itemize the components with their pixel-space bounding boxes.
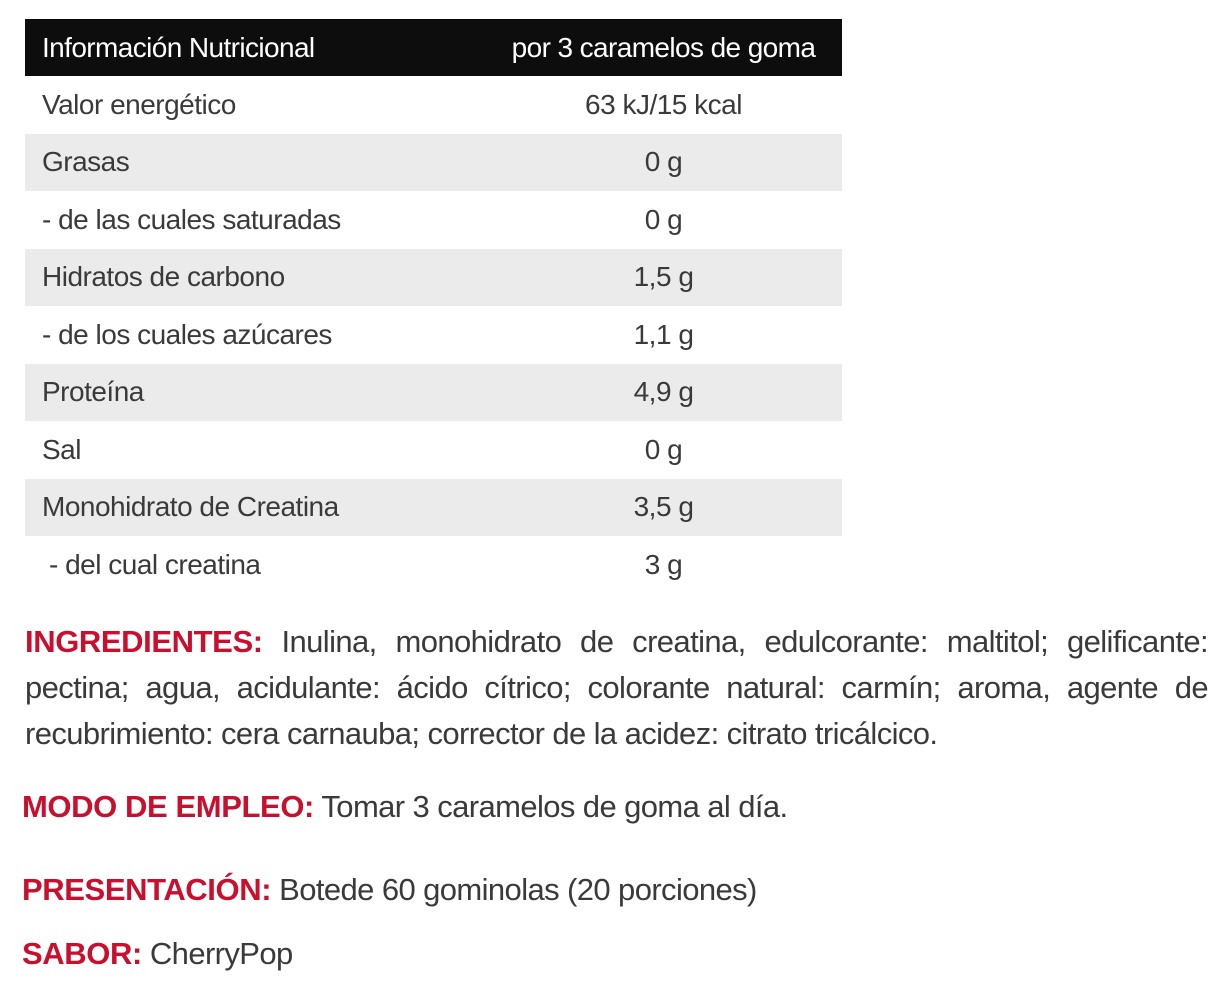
nutrient-name: Monohidrato de Creatina [42,491,339,523]
ingredients-section [25,619,1208,757]
flavor-label: SABOR: [22,936,142,971]
flavor-section [22,931,1205,977]
table-row [25,191,842,249]
nutrient-name: Valor energético [42,88,236,120]
nutrient-value: 1,1 g [633,318,694,350]
nutrient-value: 3 g [644,548,683,580]
nutrient-value: 0 g [644,203,683,235]
nutrient-value: 3,5 g [633,491,694,523]
table-row [25,421,842,479]
nutrient-value: 1,5 g [633,261,694,293]
nutrient-value: 63 kJ/15 kcal [585,88,742,120]
nutrient-name: Grasas [42,146,130,178]
nutrient-name: - del cual creatina [49,548,261,580]
usage-text: Tomar 3 caramelos de goma al día. [321,789,788,824]
table-row [25,306,842,364]
nutrient-value: 4,9 g [633,376,694,408]
table-row [25,364,842,422]
table-row [25,76,842,134]
presentation-text: Botede 60 gominolas (20 porciones) [279,872,757,907]
flavor-text: CherryPop [149,936,293,971]
presentation-label: PRESENTACIÓN: [22,872,272,907]
nutrient-name: Sal [42,433,81,465]
header-value: por 3 caramelos de goma [511,31,816,63]
nutrition-table [25,19,842,594]
nutrient-value: 0 g [644,433,683,465]
usage-section [22,784,1205,830]
usage-label: MODO DE EMPLEO: [22,789,314,824]
ingredients-text: Inulina, monohidrato de creatina, edulcorante: maltitol; gelificante: pectina; agua, acidulante: ácido cítrico; colorante natural: carmín; aroma, agente de recubrimiento: cera carnauba; corrector de la acidez: citrato tricálcico. [25,624,1208,751]
table-row [25,134,842,192]
nutrition-table-header [25,19,842,76]
nutrient-name: Hidratos de carbono [42,261,285,293]
table-row [25,536,842,594]
nutrient-name: - de las cuales saturadas [42,203,341,235]
nutrient-value: 0 g [644,146,683,178]
header-name: Información Nutricional [42,31,315,63]
table-row [25,479,842,537]
nutrient-name: Proteína [42,376,144,408]
presentation-section [22,867,1205,913]
table-row [25,249,842,307]
ingredients-label: INGREDIENTES: [25,624,263,659]
nutrient-name: - de los cuales azúcares [42,318,332,350]
